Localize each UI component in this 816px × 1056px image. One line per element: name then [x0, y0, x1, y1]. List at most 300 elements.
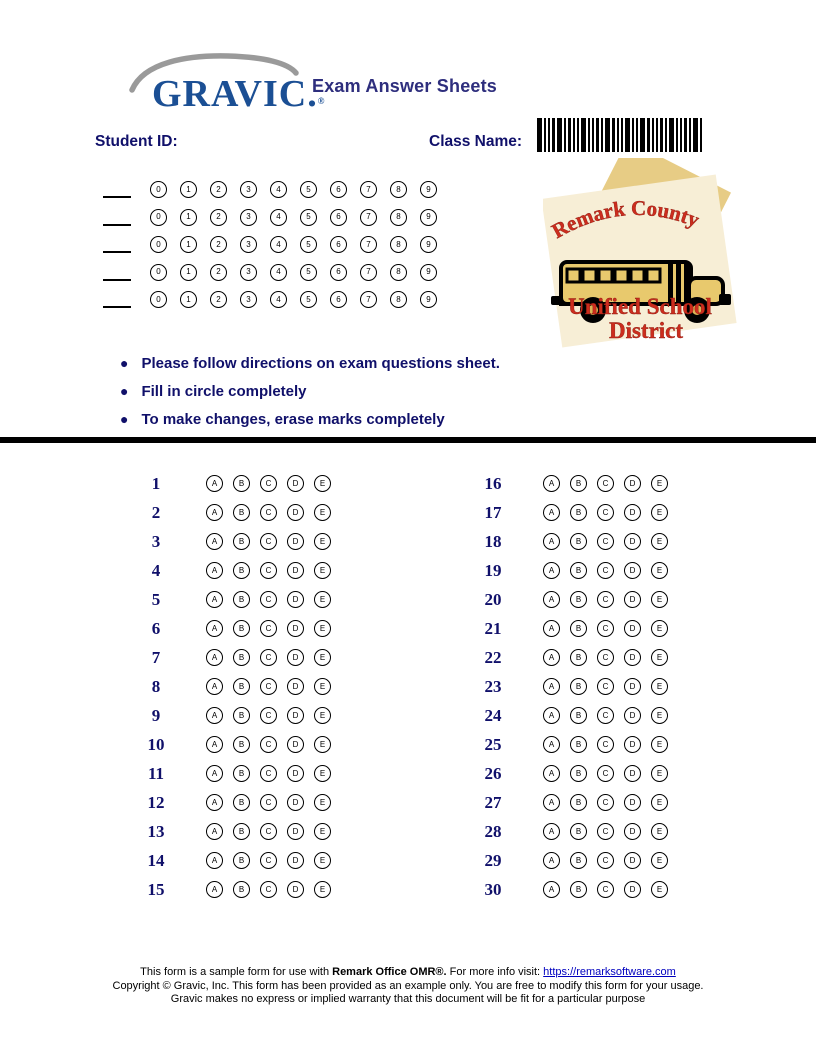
- answer-bubble[interactable]: C: [260, 794, 277, 811]
- answer-bubble[interactable]: C: [260, 852, 277, 869]
- digit-bubble[interactable]: 6: [330, 181, 347, 198]
- digit-bubble[interactable]: 4: [270, 181, 287, 198]
- digit-bubble[interactable]: 5: [300, 236, 317, 253]
- answer-bubble[interactable]: C: [597, 678, 614, 695]
- answer-bubble[interactable]: A: [543, 881, 560, 898]
- question-number: 27: [484, 792, 502, 812]
- answer-bubble[interactable]: D: [624, 475, 641, 492]
- answer-bubble[interactable]: B: [570, 533, 587, 550]
- answer-bubble[interactable]: C: [260, 707, 277, 724]
- answer-bubble[interactable]: A: [206, 736, 223, 753]
- answer-bubble[interactable]: D: [624, 823, 641, 840]
- answer-bubble[interactable]: E: [314, 707, 331, 724]
- answer-bubble[interactable]: C: [260, 620, 277, 637]
- page-footer: [0, 966, 816, 1007]
- answer-bubble[interactable]: B: [233, 533, 250, 550]
- answer-bubble[interactable]: E: [651, 562, 668, 579]
- answer-bubble[interactable]: B: [570, 649, 587, 666]
- digit-bubble[interactable]: 8: [390, 264, 407, 281]
- answer-bubble[interactable]: C: [597, 707, 614, 724]
- question-row: [478, 562, 668, 579]
- question-row: [141, 794, 331, 811]
- answer-bubble[interactable]: E: [651, 852, 668, 869]
- answer-bubble[interactable]: B: [233, 823, 250, 840]
- digit-bubble[interactable]: 6: [330, 264, 347, 281]
- answer-bubble[interactable]: D: [287, 707, 304, 724]
- digit-bubble[interactable]: 7: [360, 291, 377, 308]
- answer-bubble[interactable]: C: [260, 533, 277, 550]
- answer-bubble[interactable]: B: [570, 852, 587, 869]
- answer-bubble[interactable]: E: [314, 794, 331, 811]
- answer-bubble[interactable]: B: [233, 649, 250, 666]
- digit-bubble[interactable]: 2: [210, 264, 227, 281]
- digit-bubble[interactable]: 9: [420, 264, 437, 281]
- digit-bubble[interactable]: 9: [420, 236, 437, 253]
- footer-product-name: Remark Office OMR®.: [332, 966, 447, 978]
- class-name-label: Class Name:: [429, 133, 523, 150]
- answer-bubble[interactable]: B: [233, 562, 250, 579]
- answer-bubble[interactable]: E: [314, 881, 331, 898]
- question-row: [478, 591, 668, 608]
- answer-bubble[interactable]: E: [651, 475, 668, 492]
- digit-bubble[interactable]: 1: [180, 209, 197, 226]
- question-number: 17: [484, 502, 502, 522]
- answer-bubble[interactable]: E: [314, 852, 331, 869]
- answer-bubble[interactable]: E: [651, 620, 668, 637]
- digit-bubble[interactable]: 8: [390, 291, 407, 308]
- digit-bubble[interactable]: 7: [360, 181, 377, 198]
- question-row: [141, 881, 331, 898]
- answer-bubble[interactable]: E: [314, 620, 331, 637]
- digit-bubble[interactable]: 0: [150, 209, 167, 226]
- answer-bubble[interactable]: B: [570, 823, 587, 840]
- question-row: [478, 852, 668, 869]
- instruction-text: Fill in circle completely: [141, 383, 307, 400]
- question-number: 12: [147, 792, 165, 812]
- answer-bubble[interactable]: E: [651, 678, 668, 695]
- answer-bubble[interactable]: C: [260, 475, 277, 492]
- answer-bubble[interactable]: C: [260, 649, 277, 666]
- student-id-row: [103, 181, 437, 198]
- answer-bubble[interactable]: A: [206, 562, 223, 579]
- footer-text: This form is a sample form for use with: [140, 966, 333, 978]
- question-row: [478, 475, 668, 492]
- answer-bubble[interactable]: B: [233, 591, 250, 608]
- answer-bubble[interactable]: E: [651, 881, 668, 898]
- footer-line-1: [0, 966, 816, 980]
- answer-bubble[interactable]: A: [543, 678, 560, 695]
- answer-bubble[interactable]: E: [314, 591, 331, 608]
- district-text-line1: Unified School: [568, 294, 712, 319]
- question-number: 3: [151, 531, 161, 551]
- answer-bubble[interactable]: E: [651, 736, 668, 753]
- remarksoftware-link[interactable]: https://remarksoftware.com: [543, 966, 676, 978]
- answer-bubble[interactable]: B: [233, 736, 250, 753]
- question-number: 29: [484, 850, 502, 870]
- answer-bubble[interactable]: B: [233, 475, 250, 492]
- question-number: 26: [484, 763, 502, 783]
- barcode-icon: [536, 118, 708, 152]
- answer-bubble[interactable]: E: [314, 475, 331, 492]
- answer-bubble[interactable]: D: [287, 736, 304, 753]
- answer-bubble[interactable]: A: [543, 620, 560, 637]
- digit-bubble[interactable]: 0: [150, 181, 167, 198]
- question-number: 1: [151, 473, 161, 493]
- write-in-line[interactable]: [103, 184, 131, 198]
- answer-bubble[interactable]: E: [651, 765, 668, 782]
- digit-bubble[interactable]: 4: [270, 264, 287, 281]
- digit-bubble[interactable]: 5: [300, 264, 317, 281]
- student-id-row: [103, 264, 437, 281]
- answer-bubble[interactable]: A: [206, 765, 223, 782]
- instruction-text: To make changes, erase marks completely: [141, 411, 445, 428]
- answer-bubble[interactable]: E: [314, 736, 331, 753]
- answer-bubble[interactable]: B: [233, 765, 250, 782]
- question-row: [478, 649, 668, 666]
- answer-bubble[interactable]: D: [624, 562, 641, 579]
- answer-bubble[interactable]: B: [570, 562, 587, 579]
- answer-bubble[interactable]: A: [206, 794, 223, 811]
- answer-bubble[interactable]: B: [570, 765, 587, 782]
- digit-bubble[interactable]: 2: [210, 209, 227, 226]
- digit-bubble[interactable]: 5: [300, 209, 317, 226]
- district-arc-text: Remark County: [547, 195, 703, 244]
- answer-bubble[interactable]: E: [651, 794, 668, 811]
- answer-bubble[interactable]: D: [624, 707, 641, 724]
- footer-line-2: Copyright © Gravic, Inc. This form has been provided as an example only. You are free to modify this form for your usage.: [112, 979, 704, 992]
- student-id-row: [103, 236, 437, 253]
- answer-bubble[interactable]: D: [287, 678, 304, 695]
- answer-bubble[interactable]: D: [287, 475, 304, 492]
- question-row: [141, 591, 331, 608]
- student-id-grid: [103, 181, 437, 319]
- digit-bubble[interactable]: 3: [240, 181, 257, 198]
- answer-bubble[interactable]: E: [651, 591, 668, 608]
- questions-left-column: [141, 475, 331, 910]
- student-id-row: [103, 209, 437, 226]
- question-row: [478, 794, 668, 811]
- digit-bubble[interactable]: 6: [330, 291, 347, 308]
- digit-bubble[interactable]: 3: [240, 236, 257, 253]
- answer-bubble[interactable]: C: [597, 823, 614, 840]
- digit-bubble[interactable]: 9: [420, 181, 437, 198]
- digit-bubble[interactable]: 2: [210, 181, 227, 198]
- question-row: [141, 678, 331, 695]
- answer-bubble[interactable]: B: [570, 678, 587, 695]
- answer-bubble[interactable]: C: [597, 649, 614, 666]
- answer-bubble[interactable]: E: [314, 504, 331, 521]
- answer-bubble[interactable]: C: [260, 765, 277, 782]
- gravic-logo-text: GRAVIC.: [152, 73, 318, 115]
- digit-bubble[interactable]: 7: [360, 209, 377, 226]
- answer-bubble[interactable]: A: [543, 562, 560, 579]
- digit-bubble[interactable]: 8: [390, 209, 407, 226]
- page-title: Exam Answer Sheets: [312, 76, 498, 96]
- answer-bubble[interactable]: A: [543, 649, 560, 666]
- answer-bubble[interactable]: D: [287, 852, 304, 869]
- answer-bubble[interactable]: A: [543, 504, 560, 521]
- answer-bubble[interactable]: B: [570, 620, 587, 637]
- digit-bubble[interactable]: 5: [300, 291, 317, 308]
- digit-bubble[interactable]: 4: [270, 236, 287, 253]
- answer-bubble[interactable]: C: [260, 591, 277, 608]
- write-in-line[interactable]: [103, 267, 131, 281]
- digit-bubble[interactable]: 5: [300, 181, 317, 198]
- question-number: 16: [484, 473, 502, 493]
- answer-bubble[interactable]: B: [570, 475, 587, 492]
- digit-bubble[interactable]: 6: [330, 209, 347, 226]
- digit-bubble[interactable]: 7: [360, 264, 377, 281]
- question-number: 24: [484, 705, 502, 725]
- question-row: [141, 533, 331, 550]
- answer-bubble[interactable]: D: [624, 504, 641, 521]
- answer-bubble[interactable]: C: [597, 881, 614, 898]
- question-row: [478, 823, 668, 840]
- instruction-item: [120, 383, 500, 400]
- answer-bubble[interactable]: B: [233, 794, 250, 811]
- digit-bubble[interactable]: 2: [210, 291, 227, 308]
- question-row: [141, 649, 331, 666]
- answer-bubble[interactable]: C: [597, 765, 614, 782]
- answer-bubble[interactable]: C: [597, 620, 614, 637]
- question-number: 9: [151, 705, 161, 725]
- student-id-row: [103, 291, 437, 308]
- answer-bubble[interactable]: C: [597, 562, 614, 579]
- answer-bubble[interactable]: E: [314, 649, 331, 666]
- answer-bubble[interactable]: D: [624, 736, 641, 753]
- answer-bubble[interactable]: A: [206, 852, 223, 869]
- instructions-list: [120, 355, 500, 439]
- answer-bubble[interactable]: A: [206, 620, 223, 637]
- question-row: [141, 562, 331, 579]
- question-row: [141, 620, 331, 637]
- answer-bubble[interactable]: C: [260, 504, 277, 521]
- answer-bubble[interactable]: B: [233, 678, 250, 695]
- answer-bubble[interactable]: E: [651, 533, 668, 550]
- question-row: [478, 678, 668, 695]
- answer-bubble[interactable]: D: [624, 591, 641, 608]
- answer-bubble[interactable]: D: [287, 881, 304, 898]
- answer-bubble[interactable]: A: [543, 533, 560, 550]
- question-number: 23: [484, 676, 502, 696]
- gravic-swoosh-icon: [126, 54, 326, 116]
- digit-bubble[interactable]: 4: [270, 209, 287, 226]
- answer-bubble[interactable]: A: [206, 823, 223, 840]
- answer-bubble[interactable]: A: [206, 649, 223, 666]
- digit-bubble[interactable]: 2: [210, 236, 227, 253]
- answer-bubble[interactable]: A: [206, 678, 223, 695]
- digit-bubble[interactable]: 8: [390, 181, 407, 198]
- answer-bubble[interactable]: A: [543, 475, 560, 492]
- answer-bubble[interactable]: C: [260, 678, 277, 695]
- digit-bubble[interactable]: 4: [270, 291, 287, 308]
- question-number: 19: [484, 560, 502, 580]
- digit-bubble[interactable]: 0: [150, 291, 167, 308]
- bullet-icon: ●: [120, 355, 129, 371]
- question-number: 6: [151, 618, 161, 638]
- answer-bubble[interactable]: E: [314, 823, 331, 840]
- answer-bubble[interactable]: A: [206, 475, 223, 492]
- answer-bubble[interactable]: E: [314, 678, 331, 695]
- footer-line-3: Gravic makes no express or implied warranty that this document will be fit for a particular purpose: [170, 993, 646, 1005]
- answer-bubble[interactable]: A: [543, 794, 560, 811]
- write-in-line[interactable]: [103, 239, 131, 253]
- answer-bubble[interactable]: A: [543, 736, 560, 753]
- question-number: 15: [147, 879, 165, 899]
- digit-bubble[interactable]: 1: [180, 236, 197, 253]
- digit-bubble[interactable]: 3: [240, 291, 257, 308]
- question-number: 30: [484, 879, 502, 899]
- answer-bubble[interactable]: D: [624, 533, 641, 550]
- write-in-line[interactable]: [103, 294, 131, 308]
- digit-bubble[interactable]: 9: [420, 291, 437, 308]
- answer-bubble[interactable]: B: [233, 504, 250, 521]
- answer-bubble[interactable]: D: [287, 794, 304, 811]
- answer-bubble[interactable]: B: [233, 620, 250, 637]
- digit-bubble[interactable]: 0: [150, 236, 167, 253]
- bullet-icon: ●: [120, 383, 129, 399]
- answer-bubble[interactable]: D: [287, 562, 304, 579]
- question-row: [478, 881, 668, 898]
- digit-bubble[interactable]: 6: [330, 236, 347, 253]
- answer-bubble[interactable]: C: [260, 881, 277, 898]
- answer-bubble[interactable]: D: [624, 765, 641, 782]
- answer-bubble[interactable]: A: [206, 504, 223, 521]
- question-row: [478, 736, 668, 753]
- question-row: [141, 504, 331, 521]
- answer-bubble[interactable]: B: [570, 591, 587, 608]
- digit-bubble[interactable]: 3: [240, 209, 257, 226]
- answer-bubble[interactable]: D: [624, 881, 641, 898]
- answer-bubble[interactable]: C: [260, 736, 277, 753]
- answer-bubble[interactable]: A: [206, 591, 223, 608]
- student-id-label: Student ID:: [95, 133, 178, 150]
- question-row: [478, 765, 668, 782]
- answer-bubble[interactable]: C: [597, 736, 614, 753]
- digit-bubble[interactable]: 1: [180, 291, 197, 308]
- answer-bubble[interactable]: A: [543, 823, 560, 840]
- digit-bubble[interactable]: 3: [240, 264, 257, 281]
- question-row: [141, 852, 331, 869]
- answer-bubble[interactable]: D: [624, 794, 641, 811]
- digit-bubble[interactable]: 1: [180, 264, 197, 281]
- question-row: [478, 707, 668, 724]
- question-number: 2: [151, 502, 161, 522]
- question-number: 8: [151, 676, 161, 696]
- answer-bubble[interactable]: B: [570, 881, 587, 898]
- instruction-item: [120, 355, 500, 372]
- digit-bubble[interactable]: 7: [360, 236, 377, 253]
- answer-bubble[interactable]: D: [287, 765, 304, 782]
- question-row: [141, 823, 331, 840]
- question-row: [478, 504, 668, 521]
- question-number: 10: [147, 734, 165, 754]
- answer-bubble[interactable]: E: [314, 533, 331, 550]
- answer-bubble[interactable]: C: [260, 823, 277, 840]
- answer-bubble[interactable]: C: [597, 533, 614, 550]
- section-divider: [0, 437, 816, 443]
- answer-bubble[interactable]: B: [570, 504, 587, 521]
- question-number: 4: [151, 560, 161, 580]
- answer-bubble[interactable]: C: [597, 591, 614, 608]
- answer-bubble[interactable]: D: [287, 649, 304, 666]
- answer-bubble[interactable]: A: [206, 707, 223, 724]
- answer-bubble[interactable]: D: [287, 620, 304, 637]
- answer-bubble[interactable]: E: [651, 649, 668, 666]
- question-row: [141, 475, 331, 492]
- answer-bubble[interactable]: B: [233, 881, 250, 898]
- gravic-logo: [126, 54, 326, 116]
- footer-text: For more info visit:: [446, 966, 544, 978]
- instruction-item: [120, 411, 500, 428]
- digit-bubble[interactable]: 8: [390, 236, 407, 253]
- answer-bubble[interactable]: B: [570, 707, 587, 724]
- instruction-text: Please follow directions on exam questions sheet.: [141, 355, 500, 372]
- answer-bubble[interactable]: E: [314, 562, 331, 579]
- answer-bubble[interactable]: A: [543, 765, 560, 782]
- question-row: [478, 533, 668, 550]
- answer-bubble[interactable]: D: [287, 591, 304, 608]
- digit-bubble[interactable]: 0: [150, 264, 167, 281]
- bullet-icon: ●: [120, 411, 129, 427]
- answer-bubble[interactable]: A: [206, 881, 223, 898]
- answer-bubble[interactable]: D: [624, 649, 641, 666]
- write-in-line[interactable]: [103, 212, 131, 226]
- question-row: [141, 707, 331, 724]
- question-row: [141, 736, 331, 753]
- answer-bubble[interactable]: C: [597, 475, 614, 492]
- answer-bubble[interactable]: A: [543, 707, 560, 724]
- answer-bubble[interactable]: A: [206, 533, 223, 550]
- question-row: [478, 620, 668, 637]
- svg-text:GRAVIC.®: [152, 73, 325, 115]
- answer-bubble[interactable]: E: [651, 504, 668, 521]
- questions-right-column: [478, 475, 668, 910]
- question-number: 11: [147, 763, 165, 783]
- answer-bubble[interactable]: B: [233, 852, 250, 869]
- digit-bubble[interactable]: 1: [180, 181, 197, 198]
- registered-mark-icon: ®: [317, 96, 326, 106]
- answer-bubble[interactable]: D: [287, 504, 304, 521]
- district-text-line2: District: [608, 318, 684, 343]
- answer-bubble[interactable]: A: [543, 852, 560, 869]
- question-number: 14: [147, 850, 165, 870]
- answer-bubble[interactable]: D: [287, 533, 304, 550]
- answer-bubble[interactable]: D: [624, 678, 641, 695]
- question-number: 7: [151, 647, 161, 667]
- answer-bubble[interactable]: A: [543, 591, 560, 608]
- question-number: 25: [484, 734, 502, 754]
- answer-bubble[interactable]: D: [287, 823, 304, 840]
- answer-bubble[interactable]: E: [651, 707, 668, 724]
- answer-bubble[interactable]: C: [597, 852, 614, 869]
- answer-bubble[interactable]: E: [314, 765, 331, 782]
- answer-bubble[interactable]: B: [570, 794, 587, 811]
- answer-bubble[interactable]: B: [570, 736, 587, 753]
- answer-bubble[interactable]: D: [624, 620, 641, 637]
- question-row: [141, 765, 331, 782]
- question-number: 13: [147, 821, 165, 841]
- answer-bubble[interactable]: C: [597, 794, 614, 811]
- question-number: 28: [484, 821, 502, 841]
- district-logo: [543, 158, 737, 348]
- answer-bubble[interactable]: B: [233, 707, 250, 724]
- answer-bubble[interactable]: D: [624, 852, 641, 869]
- answer-bubble[interactable]: C: [597, 504, 614, 521]
- answer-bubble[interactable]: E: [651, 823, 668, 840]
- answer-bubble[interactable]: C: [260, 562, 277, 579]
- digit-bubble[interactable]: 9: [420, 209, 437, 226]
